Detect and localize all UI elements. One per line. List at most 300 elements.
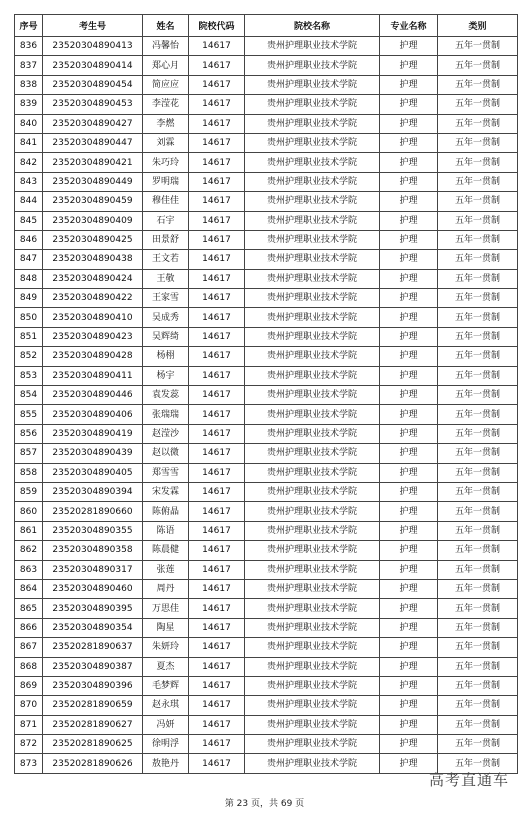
cell-exam-number: 23520304890395 (43, 599, 143, 618)
cell-major: 护理 (380, 657, 438, 676)
cell-school-name: 贵州护理职业技术学院 (245, 502, 380, 521)
cell-school-code: 14617 (189, 482, 245, 501)
cell-name: 王敬 (143, 269, 189, 288)
cell-name: 陈语 (143, 521, 189, 540)
cell-school-code: 14617 (189, 308, 245, 327)
cell-index: 840 (15, 114, 43, 133)
cell-school-name: 贵州护理职业技术学院 (245, 715, 380, 734)
table-row (15, 366, 518, 385)
cell-index: 863 (15, 560, 43, 579)
cell-name: 杨宇 (143, 366, 189, 385)
cell-school-name: 贵州护理职业技术学院 (245, 618, 380, 637)
cell-school-code: 14617 (189, 638, 245, 657)
cell-exam-number: 23520304890410 (43, 308, 143, 327)
cell-school-code: 14617 (189, 735, 245, 754)
cell-major: 护理 (380, 405, 438, 424)
cell-exam-number: 23520304890428 (43, 347, 143, 366)
brand-watermark: 高考直通车 (428, 771, 509, 789)
cell-school-code: 14617 (189, 133, 245, 152)
cell-category: 五年一贯制 (438, 172, 518, 191)
page-footer: 第 23 页，共 69 页 (224, 799, 305, 809)
cell-school-code: 14617 (189, 502, 245, 521)
cell-index: 860 (15, 502, 43, 521)
cell-name: 简应应 (143, 75, 189, 94)
table-row (15, 56, 518, 75)
cell-category: 五年一贯制 (438, 482, 518, 501)
cell-index: 845 (15, 211, 43, 230)
cell-exam-number: 23520281890627 (43, 715, 143, 734)
cell-category: 五年一贯制 (438, 618, 518, 637)
table-row (15, 37, 518, 56)
table-row (15, 599, 518, 618)
cell-index: 848 (15, 269, 43, 288)
cell-name: 吴成秀 (143, 308, 189, 327)
cell-school-name: 贵州护理职业技术学院 (245, 676, 380, 695)
cell-school-name: 贵州护理职业技术学院 (245, 696, 380, 715)
cell-category: 五年一贯制 (438, 230, 518, 249)
cell-school-code: 14617 (189, 715, 245, 734)
cell-school-name: 贵州护理职业技术学院 (245, 153, 380, 172)
cell-index: 844 (15, 192, 43, 211)
cell-name: 周丹 (143, 579, 189, 598)
cell-major: 护理 (380, 250, 438, 269)
cell-school-code: 14617 (189, 618, 245, 637)
admission-list-sheet (14, 14, 517, 774)
cell-exam-number: 23520304890427 (43, 114, 143, 133)
cell-school-code: 14617 (189, 95, 245, 114)
cell-name: 张莲 (143, 560, 189, 579)
cell-exam-number: 23520304890424 (43, 269, 143, 288)
cell-name: 李滢花 (143, 95, 189, 114)
cell-category: 五年一贯制 (438, 754, 518, 773)
cell-category: 五年一贯制 (438, 133, 518, 152)
cell-major: 护理 (380, 715, 438, 734)
table-row (15, 657, 518, 676)
cell-exam-number: 23520304890413 (43, 37, 143, 56)
cell-exam-number: 23520304890449 (43, 172, 143, 191)
cell-school-name: 贵州护理职业技术学院 (245, 37, 380, 56)
cell-category: 五年一贯制 (438, 463, 518, 482)
cell-index: 849 (15, 289, 43, 308)
cell-school-name: 贵州护理职业技术学院 (245, 657, 380, 676)
cell-index: 852 (15, 347, 43, 366)
cell-school-code: 14617 (189, 327, 245, 346)
cell-major: 护理 (380, 153, 438, 172)
cell-name: 敖艳丹 (143, 754, 189, 773)
cell-school-code: 14617 (189, 424, 245, 443)
cell-school-code: 14617 (189, 114, 245, 133)
table-row (15, 308, 518, 327)
cell-index: 839 (15, 95, 43, 114)
cell-category: 五年一贯制 (438, 289, 518, 308)
cell-name: 冯妍 (143, 715, 189, 734)
cell-exam-number: 23520281890660 (43, 502, 143, 521)
table-row (15, 172, 518, 191)
cell-school-name: 贵州护理职业技术学院 (245, 482, 380, 501)
table-row (15, 579, 518, 598)
table-row (15, 676, 518, 695)
cell-school-code: 14617 (189, 230, 245, 249)
cell-index: 836 (15, 37, 43, 56)
cell-school-code: 14617 (189, 250, 245, 269)
cell-school-name: 贵州护理职业技术学院 (245, 289, 380, 308)
cell-name: 杨栩 (143, 347, 189, 366)
cell-category: 五年一贯制 (438, 192, 518, 211)
cell-exam-number: 23520304890355 (43, 521, 143, 540)
cell-school-code: 14617 (189, 521, 245, 540)
cell-name: 赵以微 (143, 444, 189, 463)
cell-major: 护理 (380, 735, 438, 754)
cell-name: 徐明浮 (143, 735, 189, 754)
cell-index: 858 (15, 463, 43, 482)
cell-school-name: 贵州护理职业技术学院 (245, 56, 380, 75)
cell-school-name: 贵州护理职业技术学院 (245, 754, 380, 773)
table-row (15, 638, 518, 657)
cell-category: 五年一贯制 (438, 56, 518, 75)
cell-major: 护理 (380, 366, 438, 385)
cell-category: 五年一贯制 (438, 696, 518, 715)
cell-major: 护理 (380, 560, 438, 579)
cell-school-name: 贵州护理职业技术学院 (245, 366, 380, 385)
cell-major: 护理 (380, 599, 438, 618)
table-row (15, 482, 518, 501)
cell-index: 869 (15, 676, 43, 695)
cell-major: 护理 (380, 579, 438, 598)
cell-category: 五年一贯制 (438, 444, 518, 463)
table-row (15, 153, 518, 172)
cell-index: 857 (15, 444, 43, 463)
cell-exam-number: 23520304890459 (43, 192, 143, 211)
cell-exam-number: 23520304890354 (43, 618, 143, 637)
cell-school-code: 14617 (189, 153, 245, 172)
cell-name: 毛梦辉 (143, 676, 189, 695)
cell-exam-number: 23520304890446 (43, 386, 143, 405)
cell-school-name: 贵州护理职业技术学院 (245, 230, 380, 249)
cell-school-name: 贵州护理职业技术学院 (245, 347, 380, 366)
cell-exam-number: 23520304890358 (43, 541, 143, 560)
cell-exam-number: 23520304890406 (43, 405, 143, 424)
cell-major: 护理 (380, 56, 438, 75)
cell-exam-number: 23520304890387 (43, 657, 143, 676)
cell-major: 护理 (380, 114, 438, 133)
cell-exam-number: 23520304890460 (43, 579, 143, 598)
cell-major: 护理 (380, 308, 438, 327)
cell-name: 袁发蕊 (143, 386, 189, 405)
cell-index: 873 (15, 754, 43, 773)
cell-school-name: 贵州护理职业技术学院 (245, 211, 380, 230)
cell-school-name: 贵州护理职业技术学院 (245, 269, 380, 288)
cell-school-code: 14617 (189, 172, 245, 191)
cell-major: 护理 (380, 386, 438, 405)
cell-school-name: 贵州护理职业技术学院 (245, 638, 380, 657)
cell-major: 护理 (380, 482, 438, 501)
cell-major: 护理 (380, 754, 438, 773)
table-row (15, 735, 518, 754)
cell-index: 865 (15, 599, 43, 618)
cell-name: 张瑞瑞 (143, 405, 189, 424)
cell-school-name: 贵州护理职业技术学院 (245, 444, 380, 463)
cell-exam-number: 23520281890625 (43, 735, 143, 754)
table-row (15, 95, 518, 114)
cell-school-name: 贵州护理职业技术学院 (245, 133, 380, 152)
cell-exam-number: 23520304890439 (43, 444, 143, 463)
cell-index: 853 (15, 366, 43, 385)
table-row (15, 405, 518, 424)
table-row (15, 560, 518, 579)
cell-school-code: 14617 (189, 657, 245, 676)
table-row (15, 250, 518, 269)
cell-category: 五年一贯制 (438, 366, 518, 385)
table-header-row (15, 15, 518, 37)
cell-index: 850 (15, 308, 43, 327)
table-row (15, 230, 518, 249)
table-row (15, 347, 518, 366)
cell-school-code: 14617 (189, 405, 245, 424)
header-category: 类别 (438, 15, 518, 37)
cell-index: 846 (15, 230, 43, 249)
cell-exam-number: 23520304890438 (43, 250, 143, 269)
cell-category: 五年一贯制 (438, 560, 518, 579)
cell-school-code: 14617 (189, 269, 245, 288)
cell-index: 859 (15, 482, 43, 501)
cell-school-name: 贵州护理职业技术学院 (245, 172, 380, 191)
table-row (15, 715, 518, 734)
table-row (15, 386, 518, 405)
cell-index: 864 (15, 579, 43, 598)
table-row (15, 211, 518, 230)
cell-exam-number: 23520304890317 (43, 560, 143, 579)
cell-school-name: 贵州护理职业技术学院 (245, 386, 380, 405)
cell-major: 护理 (380, 424, 438, 443)
cell-exam-number: 23520304890409 (43, 211, 143, 230)
cell-school-name: 贵州护理职业技术学院 (245, 541, 380, 560)
cell-exam-number: 23520304890447 (43, 133, 143, 152)
cell-major: 护理 (380, 95, 438, 114)
cell-index: 837 (15, 56, 43, 75)
cell-name: 夏杰 (143, 657, 189, 676)
cell-major: 护理 (380, 327, 438, 346)
cell-school-name: 贵州护理职业技术学院 (245, 308, 380, 327)
cell-exam-number: 23520281890637 (43, 638, 143, 657)
cell-major: 护理 (380, 75, 438, 94)
cell-school-name: 贵州护理职业技术学院 (245, 95, 380, 114)
cell-major: 护理 (380, 638, 438, 657)
cell-category: 五年一贯制 (438, 269, 518, 288)
cell-category: 五年一贯制 (438, 657, 518, 676)
cell-index: 842 (15, 153, 43, 172)
cell-index: 867 (15, 638, 43, 657)
cell-category: 五年一贯制 (438, 95, 518, 114)
cell-name: 石宇 (143, 211, 189, 230)
cell-category: 五年一贯制 (438, 347, 518, 366)
cell-major: 护理 (380, 230, 438, 249)
cell-name: 陈晨健 (143, 541, 189, 560)
cell-major: 护理 (380, 541, 438, 560)
admission-table (14, 14, 518, 774)
cell-school-name: 贵州护理职业技术学院 (245, 521, 380, 540)
cell-category: 五年一贯制 (438, 715, 518, 734)
cell-index: 843 (15, 172, 43, 191)
cell-name: 赵永琪 (143, 696, 189, 715)
table-row (15, 75, 518, 94)
cell-category: 五年一贯制 (438, 676, 518, 695)
cell-category: 五年一贯制 (438, 638, 518, 657)
table-row (15, 424, 518, 443)
cell-name: 宋发霖 (143, 482, 189, 501)
cell-name: 冯馨怡 (143, 37, 189, 56)
cell-school-name: 贵州护理职业技术学院 (245, 405, 380, 424)
cell-category: 五年一贯制 (438, 541, 518, 560)
cell-major: 护理 (380, 37, 438, 56)
header-school-code: 院校代码 (189, 15, 245, 37)
cell-major: 护理 (380, 133, 438, 152)
cell-exam-number: 23520281890659 (43, 696, 143, 715)
cell-school-name: 贵州护理职业技术学院 (245, 75, 380, 94)
cell-index: 851 (15, 327, 43, 346)
table-row (15, 114, 518, 133)
cell-category: 五年一贯制 (438, 250, 518, 269)
table-row (15, 192, 518, 211)
cell-category: 五年一贯制 (438, 75, 518, 94)
cell-index: 871 (15, 715, 43, 734)
cell-school-name: 贵州护理职业技术学院 (245, 735, 380, 754)
cell-school-name: 贵州护理职业技术学院 (245, 192, 380, 211)
cell-major: 护理 (380, 211, 438, 230)
header-exam-number: 考生号 (43, 15, 143, 37)
cell-name: 朱巧玲 (143, 153, 189, 172)
cell-name: 郑雪雪 (143, 463, 189, 482)
cell-major: 护理 (380, 444, 438, 463)
cell-category: 五年一贯制 (438, 153, 518, 172)
cell-school-code: 14617 (189, 56, 245, 75)
cell-major: 护理 (380, 347, 438, 366)
cell-index: 855 (15, 405, 43, 424)
cell-index: 847 (15, 250, 43, 269)
cell-name: 穆佳佳 (143, 192, 189, 211)
cell-school-code: 14617 (189, 696, 245, 715)
table-row (15, 541, 518, 560)
cell-major: 护理 (380, 676, 438, 695)
cell-school-name: 贵州护理职业技术学院 (245, 579, 380, 598)
cell-school-code: 14617 (189, 676, 245, 695)
cell-name: 赵滢沙 (143, 424, 189, 443)
cell-category: 五年一贯制 (438, 579, 518, 598)
cell-school-code: 14617 (189, 192, 245, 211)
cell-exam-number: 23520304890396 (43, 676, 143, 695)
table-row (15, 269, 518, 288)
cell-category: 五年一贯制 (438, 37, 518, 56)
cell-exam-number: 23520304890423 (43, 327, 143, 346)
cell-exam-number: 23520304890453 (43, 95, 143, 114)
cell-name: 王文若 (143, 250, 189, 269)
cell-school-code: 14617 (189, 599, 245, 618)
cell-name: 郑心月 (143, 56, 189, 75)
cell-category: 五年一贯制 (438, 502, 518, 521)
cell-category: 五年一贯制 (438, 599, 518, 618)
cell-category: 五年一贯制 (438, 114, 518, 133)
cell-category: 五年一贯制 (438, 308, 518, 327)
cell-name: 万思佳 (143, 599, 189, 618)
cell-index: 868 (15, 657, 43, 676)
cell-school-name: 贵州护理职业技术学院 (245, 114, 380, 133)
cell-major: 护理 (380, 269, 438, 288)
cell-exam-number: 23520304890454 (43, 75, 143, 94)
header-major: 专业名称 (380, 15, 438, 37)
cell-category: 五年一贯制 (438, 735, 518, 754)
cell-exam-number: 23520304890421 (43, 153, 143, 172)
cell-category: 五年一贯制 (438, 386, 518, 405)
cell-major: 护理 (380, 696, 438, 715)
table-row (15, 289, 518, 308)
cell-school-name: 贵州护理职业技术学院 (245, 560, 380, 579)
cell-school-name: 贵州护理职业技术学院 (245, 250, 380, 269)
cell-exam-number: 23520304890414 (43, 56, 143, 75)
cell-major: 护理 (380, 192, 438, 211)
cell-major: 护理 (380, 502, 438, 521)
cell-index: 872 (15, 735, 43, 754)
cell-category: 五年一贯制 (438, 405, 518, 424)
table-row (15, 327, 518, 346)
cell-school-code: 14617 (189, 75, 245, 94)
cell-exam-number: 23520281890626 (43, 754, 143, 773)
cell-category: 五年一贯制 (438, 211, 518, 230)
cell-major: 护理 (380, 463, 438, 482)
cell-school-code: 14617 (189, 211, 245, 230)
cell-school-name: 贵州护理职业技术学院 (245, 327, 380, 346)
cell-exam-number: 23520304890411 (43, 366, 143, 385)
table-body (15, 37, 518, 774)
header-school-name: 院校名称 (245, 15, 380, 37)
cell-school-code: 14617 (189, 541, 245, 560)
cell-school-code: 14617 (189, 347, 245, 366)
cell-name: 王家雪 (143, 289, 189, 308)
cell-exam-number: 23520304890425 (43, 230, 143, 249)
cell-major: 护理 (380, 289, 438, 308)
cell-name: 陶星 (143, 618, 189, 637)
cell-school-code: 14617 (189, 289, 245, 308)
cell-index: 856 (15, 424, 43, 443)
cell-category: 五年一贯制 (438, 424, 518, 443)
cell-school-code: 14617 (189, 37, 245, 56)
table-row (15, 618, 518, 637)
table-row (15, 444, 518, 463)
table-row (15, 463, 518, 482)
cell-name: 田景舒 (143, 230, 189, 249)
cell-major: 护理 (380, 521, 438, 540)
cell-school-code: 14617 (189, 463, 245, 482)
cell-exam-number: 23520304890422 (43, 289, 143, 308)
cell-index: 862 (15, 541, 43, 560)
cell-school-code: 14617 (189, 754, 245, 773)
cell-index: 854 (15, 386, 43, 405)
cell-major: 护理 (380, 618, 438, 637)
table-row (15, 502, 518, 521)
cell-index: 841 (15, 133, 43, 152)
cell-name: 刘霖 (143, 133, 189, 152)
cell-school-code: 14617 (189, 386, 245, 405)
table-row (15, 521, 518, 540)
cell-major: 护理 (380, 172, 438, 191)
cell-school-code: 14617 (189, 366, 245, 385)
cell-category: 五年一贯制 (438, 327, 518, 346)
cell-name: 陈俯晶 (143, 502, 189, 521)
table-row (15, 696, 518, 715)
cell-name: 罗明瑞 (143, 172, 189, 191)
cell-name: 吴辉绮 (143, 327, 189, 346)
cell-school-name: 贵州护理职业技术学院 (245, 463, 380, 482)
cell-school-name: 贵州护理职业技术学院 (245, 599, 380, 618)
cell-index: 838 (15, 75, 43, 94)
